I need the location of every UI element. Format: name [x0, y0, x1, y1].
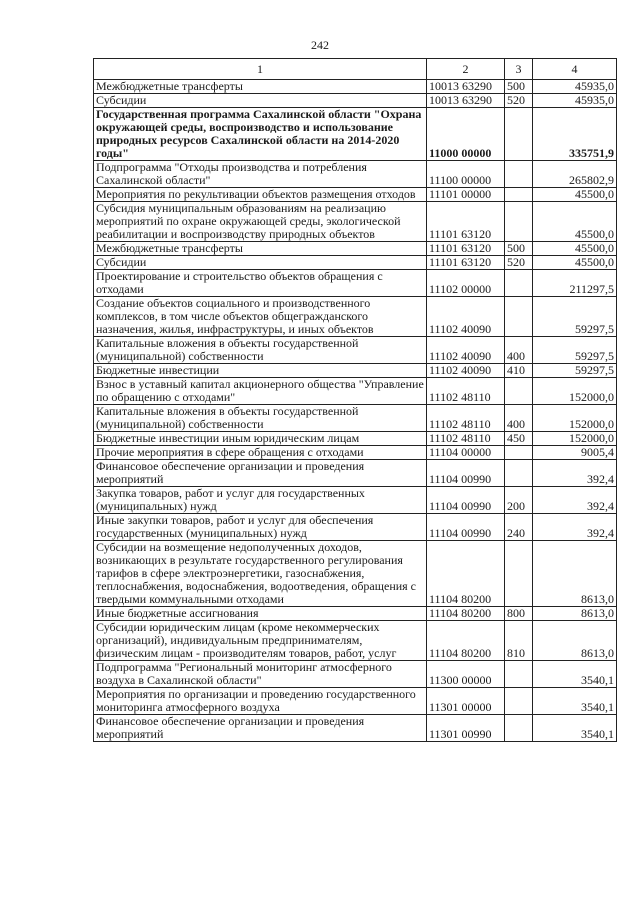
row-name-cell: Закупка товаров, работ и услуг для государственных (муниципальных) нужд	[94, 487, 427, 514]
row-name-cell: Капитальные вложения в объекты государственной (муниципальной) собственности	[94, 337, 427, 364]
row-code-cell: 11102 00000	[427, 270, 505, 297]
table-row	[94, 607, 617, 621]
row-code-cell: 11104 80200	[427, 607, 505, 621]
table-row	[94, 161, 617, 188]
row-sum-cell: 8613,0	[533, 607, 617, 621]
row-type-cell	[505, 108, 533, 161]
row-name-cell: Государственная программа Сахалинской области "Охрана окружающей среды, воспроизводство и использование природных ресурсов Сахалинской области на 2014-2020 годы"	[94, 108, 427, 161]
row-code-cell: 11104 00990	[427, 514, 505, 541]
row-name-cell: Межбюджетные трансферты	[94, 80, 427, 94]
table-row	[94, 541, 617, 607]
row-type-cell	[505, 188, 533, 202]
row-code-cell: 11102 48110	[427, 432, 505, 446]
row-type-cell	[505, 378, 533, 405]
row-sum-cell: 152000,0	[533, 405, 617, 432]
row-code-cell: 11102 40090	[427, 364, 505, 378]
row-name-cell: Подпрограмма "Отходы производства и потребления Сахалинской области"	[94, 161, 427, 188]
page-number: 242	[311, 38, 329, 52]
table-row	[94, 297, 617, 337]
row-code-cell: 11101 63120	[427, 202, 505, 242]
row-type-cell	[505, 661, 533, 688]
row-code-cell: 11301 00000	[427, 688, 505, 715]
row-sum-cell: 265802,9	[533, 161, 617, 188]
table-row	[94, 514, 617, 541]
row-code-cell: 11104 80200	[427, 541, 505, 607]
row-sum-cell: 211297,5	[533, 270, 617, 297]
row-sum-cell: 59297,5	[533, 337, 617, 364]
row-name-cell: Бюджетные инвестиции иным юридическим лицам	[94, 432, 427, 446]
row-code-cell: 11000 00000	[427, 108, 505, 161]
row-sum-cell: 59297,5	[533, 297, 617, 337]
row-sum-cell: 335751,9	[533, 108, 617, 161]
row-sum-cell: 45500,0	[533, 256, 617, 270]
row-name-cell: Финансовое обеспечение организации и проведения мероприятий	[94, 715, 427, 742]
row-name-cell: Субсидии юридическим лицам (кроме некоммерческих организаций), индивидуальным предпринимателям, физическим лицам - производителям товаров, работ, услуг	[94, 621, 427, 661]
row-sum-cell: 392,4	[533, 460, 617, 487]
table-row	[94, 94, 617, 108]
row-name-cell: Финансовое обеспечение организации и проведения мероприятий	[94, 460, 427, 487]
row-code-cell: 11102 40090	[427, 297, 505, 337]
table-row	[94, 270, 617, 297]
row-type-cell	[505, 202, 533, 242]
table-row	[94, 108, 617, 161]
row-sum-cell: 152000,0	[533, 378, 617, 405]
row-name-cell: Мероприятия по рекультивации объектов размещения отходов	[94, 188, 427, 202]
row-sum-cell: 45500,0	[533, 202, 617, 242]
row-code-cell: 11104 00000	[427, 446, 505, 460]
table-row	[94, 364, 617, 378]
row-sum-cell: 3540,1	[533, 715, 617, 742]
header-cell-name: 1	[94, 59, 427, 80]
row-name-cell: Субсидии	[94, 94, 427, 108]
row-sum-cell: 9005,4	[533, 446, 617, 460]
row-type-cell	[505, 541, 533, 607]
row-type-cell: 400	[505, 337, 533, 364]
row-type-cell: 800	[505, 607, 533, 621]
table-row	[94, 432, 617, 446]
row-name-cell: Иные закупки товаров, работ и услуг для обеспечения государственных (муниципальных) нужд	[94, 514, 427, 541]
row-sum-cell: 3540,1	[533, 688, 617, 715]
row-name-cell: Капитальные вложения в объекты государственной (муниципальной) собственности	[94, 405, 427, 432]
row-type-cell	[505, 715, 533, 742]
row-name-cell: Бюджетные инвестиции	[94, 364, 427, 378]
row-code-cell: 11100 00000	[427, 161, 505, 188]
row-type-cell	[505, 460, 533, 487]
table-header-row	[94, 59, 617, 80]
row-type-cell: 500	[505, 242, 533, 256]
row-sum-cell: 45500,0	[533, 242, 617, 256]
row-sum-cell: 152000,0	[533, 432, 617, 446]
row-type-cell: 450	[505, 432, 533, 446]
row-sum-cell: 3540,1	[533, 661, 617, 688]
table-row	[94, 621, 617, 661]
table-row	[94, 242, 617, 256]
row-name-cell: Межбюджетные трансферты	[94, 242, 427, 256]
row-code-cell: 11102 40090	[427, 337, 505, 364]
row-type-cell: 520	[505, 94, 533, 108]
table-row	[94, 688, 617, 715]
row-name-cell: Прочие мероприятия в сфере обращения с отходами	[94, 446, 427, 460]
table-row	[94, 715, 617, 742]
row-code-cell: 11104 00990	[427, 460, 505, 487]
row-type-cell	[505, 297, 533, 337]
row-code-cell: 10013 63290	[427, 80, 505, 94]
table-row	[94, 188, 617, 202]
row-code-cell: 11300 00000	[427, 661, 505, 688]
row-name-cell: Проектирование и строительство объектов обращения с отходами	[94, 270, 427, 297]
row-type-cell: 520	[505, 256, 533, 270]
table-row	[94, 256, 617, 270]
table-row	[94, 460, 617, 487]
row-type-cell: 410	[505, 364, 533, 378]
row-sum-cell: 59297,5	[533, 364, 617, 378]
row-sum-cell: 392,4	[533, 514, 617, 541]
row-sum-cell: 392,4	[533, 487, 617, 514]
row-sum-cell: 45935,0	[533, 94, 617, 108]
row-type-cell	[505, 270, 533, 297]
row-name-cell: Субсидии	[94, 256, 427, 270]
table-row	[94, 202, 617, 242]
row-code-cell: 11104 80200	[427, 621, 505, 661]
row-type-cell: 810	[505, 621, 533, 661]
row-code-cell: 11101 63120	[427, 256, 505, 270]
row-name-cell: Создание объектов социального и производственного комплексов, в том числе объектов общегражданского назначения, жилья, инфраструктуры, и иных объектов	[94, 297, 427, 337]
row-sum-cell: 8613,0	[533, 541, 617, 607]
row-type-cell: 240	[505, 514, 533, 541]
table-row	[94, 337, 617, 364]
row-name-cell: Подпрограмма "Региональный мониторинг атмосферного воздуха в Сахалинской области"	[94, 661, 427, 688]
row-type-cell: 200	[505, 487, 533, 514]
row-type-cell: 400	[505, 405, 533, 432]
table-row	[94, 446, 617, 460]
row-name-cell: Субсидия муниципальным образованиям на реализацию мероприятий по охране окружающей среды, экологической реабилитации и воспроизводству природных объектов	[94, 202, 427, 242]
row-name-cell: Мероприятия по организации и проведению государственного мониторинга атмосферного воздуха	[94, 688, 427, 715]
row-code-cell: 11104 00990	[427, 487, 505, 514]
row-code-cell: 11101 63120	[427, 242, 505, 256]
header-cell-code: 2	[427, 59, 505, 80]
table-row	[94, 80, 617, 94]
header-cell-type: 3	[505, 59, 533, 80]
row-code-cell: 11101 00000	[427, 188, 505, 202]
table-row	[94, 487, 617, 514]
row-type-cell	[505, 161, 533, 188]
table-row	[94, 661, 617, 688]
row-code-cell: 11102 48110	[427, 378, 505, 405]
row-code-cell: 11102 48110	[427, 405, 505, 432]
row-type-cell	[505, 688, 533, 715]
row-sum-cell: 45500,0	[533, 188, 617, 202]
row-sum-cell: 8613,0	[533, 621, 617, 661]
row-type-cell	[505, 446, 533, 460]
table-row	[94, 378, 617, 405]
budget-table	[93, 58, 617, 742]
row-name-cell: Субсидии на возмещение недополученных доходов, возникающих в результате государственного регулирования тарифов в сфере электроэнергетики, газоснабжения, теплоснабжения, водоснабжения, водоотведения, обращения с твердыми коммунальными отходами	[94, 541, 427, 607]
table-row	[94, 405, 617, 432]
row-sum-cell: 45935,0	[533, 80, 617, 94]
header-cell-sum: 4	[533, 59, 617, 80]
row-name-cell: Иные бюджетные ассигнования	[94, 607, 427, 621]
row-code-cell: 10013 63290	[427, 94, 505, 108]
row-code-cell: 11301 00990	[427, 715, 505, 742]
row-type-cell: 500	[505, 80, 533, 94]
row-name-cell: Взнос в уставный капитал акционерного общества "Управление по обращению с отходами"	[94, 378, 427, 405]
